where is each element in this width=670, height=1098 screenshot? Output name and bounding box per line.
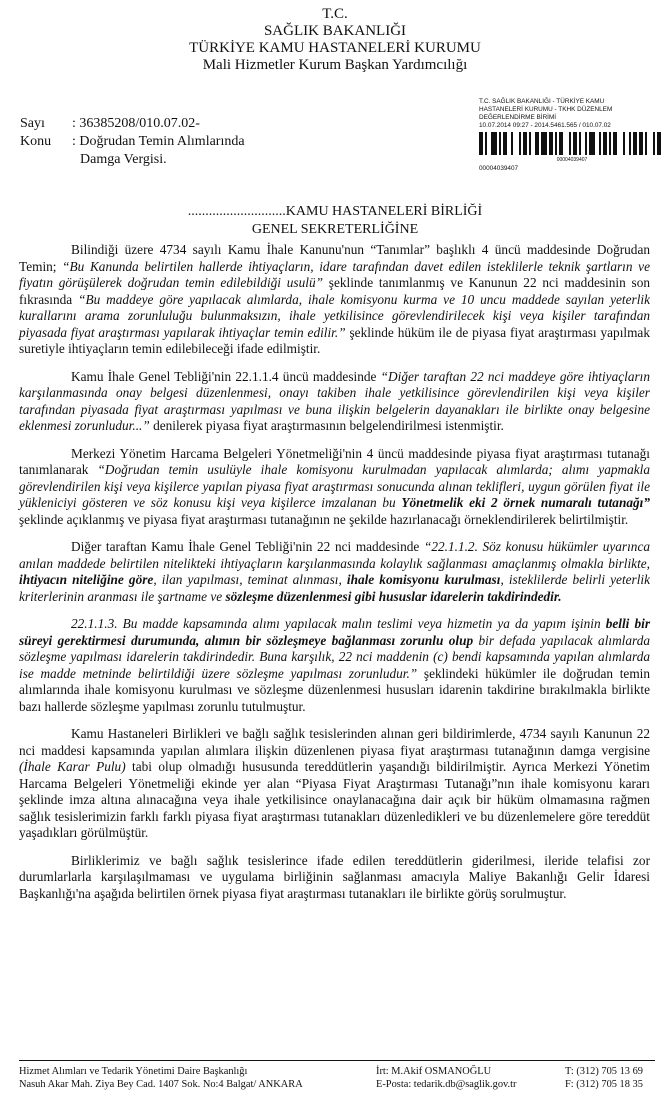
- text-run: Bilindiği üzere 4734 sayılı Kamu İhale Kanunu'nun “Tanımlar” başlıklı 4 üncü maddesinde Doğrudan Temin;: [19, 242, 650, 274]
- stamp-line-4: 10.07.2014 09:27 - 2014.5461.565 / 010.07.02: [479, 122, 611, 129]
- footer-email: E-Posta: tedarik.db@saglik.gov.tr: [376, 1079, 517, 1090]
- text-run: “22.1.1.2. Söz konusu hükümler uyarınca anılan maddede belirtilen nitelikteki ihtiyaçların karşılanmasında kolaylık sağlanması amaçlanmış olmakla birlikte,: [19, 539, 650, 571]
- paragraph-1: [19, 242, 650, 358]
- paragraph-4: [19, 539, 650, 605]
- paragraph-7: [19, 853, 650, 903]
- paragraph-3: [19, 446, 650, 529]
- registry-stamp: [479, 98, 665, 173]
- subject-row-2: [20, 151, 300, 169]
- text-run: (İhale Karar Pulu): [19, 759, 126, 774]
- letterhead-ministry: SAĞLIK BAKANLIĞI: [263, 23, 407, 39]
- paragraph-2: [19, 369, 650, 435]
- text-run: tabi olup olmadığı hususunda tereddütlerin yaşandığı bildirilmiştir. Ayrıca Merkezi Yönetim Harcama Belgeleri Yönetmeliği ekinde yer alan “Piyasa Fiyat Araştırması Tutanağı”nın ihale komisyonu kararı şeklinde imza altına alınacağına veya ihale yetkilisince onaylanacağına dair açık bir hüküm olmamasına rağmen sağlık tesislerimizin farklı farklı piyasa fiyat araştırması tutanakları düzenledikleri ve bu düzenlemelere göre tereddüt yaşadıkları görülmüştür.: [19, 759, 650, 840]
- addressee-line-1: [0, 203, 670, 221]
- footer-phone: T: (312) 705 13 69: [565, 1066, 643, 1077]
- stamp-line-1: T.C. SAĞLIK BAKANLIĞI - TÜRKİYE KAMU: [479, 98, 605, 105]
- text-run: “Diğer taraftan 22 nci maddeye göre ihtiyaçların karşılanmasında onay belgesi düzenlenmesi, onayı takiben ihale yetkilisince görevlendirilen kişi veya kişiler tarafından piyasada fiyat araştırması yapılması ve buna ilişkin belgelerin dayanakları ile birlikte onay belgesine eklenmesi zorunludur...”: [19, 368, 650, 433]
- text-run: denilerek piyasa fiyat araştırmasının belgelendirilmesi istenmiştir.: [149, 418, 504, 433]
- text-run: şeklinde tanımlanmış ve Kanunun 22 nci maddesinin son fıkrasında: [19, 275, 650, 307]
- barcode-image: [479, 132, 665, 155]
- text-run: Kamu İhale Genel Tebliği'nin 22.1.1.4 üncü maddesinde: [71, 368, 381, 384]
- subject-value-2: Damga Vergisi.: [80, 152, 167, 167]
- barcode-inline-number: 00004039407: [556, 157, 588, 163]
- subject-row: [20, 133, 300, 151]
- text-run: Yönetmelik eki 2 örnek numaralı tutanağı”: [401, 495, 650, 510]
- text-run: şeklindeki hükümler ile doğrudan temin alımlarında ihale komisyonu kurulması ve sözleşme düzenlenmesi hususları idarenin takdirine bırakılmakla birlikte bazı hallerde sözleşme yapılması zorunlu tutulmuştur.: [19, 665, 650, 714]
- paragraph-5: [19, 616, 650, 715]
- text-run: şeklinde hüküm ile de piyasa fiyat araştırması yapılmak suretiyle ihtiyaçların temin edilebileceği ifade edilmiştir.: [19, 324, 650, 356]
- text-run: sözleşme düzenlenmesi gibi hususlar idarelerin takdirindedir.: [225, 588, 562, 604]
- letterhead-line-1: T.C.: [322, 6, 348, 22]
- stamp-line-3: DEĞERLENDİRME BİRİMİ: [479, 114, 557, 121]
- text-run: Birliklerimiz ve bağlı sağlık tesislerince ifade edilen tereddütlerin giderilmesi, ileride telafisi zor durumlarlarla karşılaşılmaması ve uygulama birliğinin sağlanması amacıyla Maliye Bakanlığı Gelir İdaresi Başkanlığı'na aşağıda belirtilen örnek piyasa fiyat araştırması tutanakları ile birlikte görüş sorulmuştur.: [19, 852, 650, 901]
- footer-fax: F: (312) 705 18 35: [565, 1079, 643, 1090]
- text-run: Merkezi Yönetim Harcama Belgeleri Yönetmeliği'nin 4 üncü maddesinde piyasa fiyat araştırması tutanağı tanımlanarak: [19, 445, 650, 477]
- reference-number-value: : 36385208/010.07.02-: [72, 116, 200, 131]
- footer-phone-block: [565, 1065, 665, 1091]
- text-run: , ilan yapılması, teminat alınması,: [153, 572, 347, 587]
- text-run: bir defada yapılacak alımlarda sözleşme yapılması idarelerin takdirindedir. Buna karşılık, 22 nci maddenin (c) bendi kapsamında yapılan alımlarda ise madde metninde belirtildiği üzere sözleşme yapılması zorunludur.”: [19, 632, 651, 681]
- text-run: “Doğrudan temin usulüyle ihale komisyonu kurulmadan yapılacak alımlarda; alımı yapmakla görevlendirilen kişi veya kişilerce yapılan piyasa fiyat araştırması sonucunda alınan teklifleri, uygun görülen fiyat ile yükleniciyi gösteren ve söz konusu kişi veya kişilerce imzalanan bu: [19, 462, 650, 510]
- stamp-line-2: HASTANELERİ KURUMU - TKHK DÜZENLEM: [479, 106, 613, 113]
- footer: [19, 1060, 655, 1090]
- text-run: ihale komisyonu kurulması: [346, 572, 501, 587]
- footer-contact: İrt: M.Akif OSMANOĞLU: [376, 1066, 492, 1077]
- text-run: belli bir süreyi gerektirmesi durumunda, alımın bir sözleşmeye bağlanması zorunlu olup: [19, 616, 651, 648]
- subject-label: Konu: [20, 134, 52, 149]
- letterhead: [0, 6, 670, 74]
- reference-number-row: [20, 115, 300, 133]
- footer-unit-block: [19, 1065, 309, 1091]
- addressee-dots: ............................: [187, 204, 286, 219]
- text-run: 22.1.1.3. Bu madde kapsamında alımı yapılacak malın teslimi veya hizmetin ya da yapım işinin: [71, 616, 606, 631]
- letterhead-institution: TÜRKİYE KAMU HASTANELERİ KURUMU: [189, 40, 481, 56]
- addressee-block: [0, 203, 670, 239]
- text-run: “Bu Kanunda belirtilen hallerde ihtiyaçların, idare tarafından davet edilen isteklilerle teknik şartların ve fiyatın görüşülerek doğrudan temin edilebildiği usulü”: [19, 258, 650, 290]
- barcode-bar: [661, 132, 665, 155]
- text-run: Diğer taraftan Kamu İhale Genel Tebliği'nin 22 nci maddesinde: [71, 539, 424, 554]
- letterhead-department: Mali Hizmetler Kurum Başkan Yardımcılığı: [202, 57, 468, 73]
- text-run: Kamu Hastaneleri Birlikleri ve bağlı sağlık tesislerinden alınan geri bildirimlerde, 4734 sayılı Kanunun 22 nci maddesi kapsamında yapılan alımlara ilişkin düzenlenen piyasa fiyat araştırması tutanağının damga vergisine: [19, 726, 650, 758]
- text-run: şeklinde açıklanmış ve piyasa fiyat araştırması tutanağının ne şekilde hazırlanacağı örneklendirilerek belirtilmiştir.: [19, 511, 629, 527]
- barcode-number: 00004039407: [479, 165, 519, 172]
- text-run: ihtiyacın niteliğine göre: [19, 572, 154, 587]
- text-run: , isteklilerde belirli yeterlik kriterlerinin aranması ile şartname ve: [19, 572, 651, 604]
- letter-body: [19, 242, 650, 913]
- subject-value: : Doğrudan Temin Alımlarında: [72, 134, 245, 149]
- text-run: “Bu maddeye göre yapılacak alımlarda, ihale komisyonu kurma ve 10 uncu maddede sayılan yeterlik kurallarını arama zorunluluğu bulunmaksızın, ihale yetkilisince görevlendirilecek kişi veya kişiler tarafından piyasada fiyat araştırması yapılarak ihtiyaçlar temin edilir.”: [19, 291, 650, 340]
- reference-number-label: Sayı: [20, 116, 45, 131]
- footer-unit: Hizmet Alımları ve Tedarik Yönetimi Daire Başkanlığı: [19, 1066, 248, 1077]
- footer-contact-block: [376, 1065, 576, 1091]
- footer-address: Nasuh Akar Mah. Ziya Bey Cad. 1407 Sok. No:4 Balgat/ ANKARA: [19, 1079, 303, 1090]
- addressee-union: KAMU HASTANELERİ BİRLİĞİ: [285, 204, 483, 219]
- reference-block: [20, 115, 300, 169]
- addressee-line-2: GENEL SEKRETERLİĞİNE: [251, 222, 419, 237]
- paragraph-6: [19, 726, 650, 842]
